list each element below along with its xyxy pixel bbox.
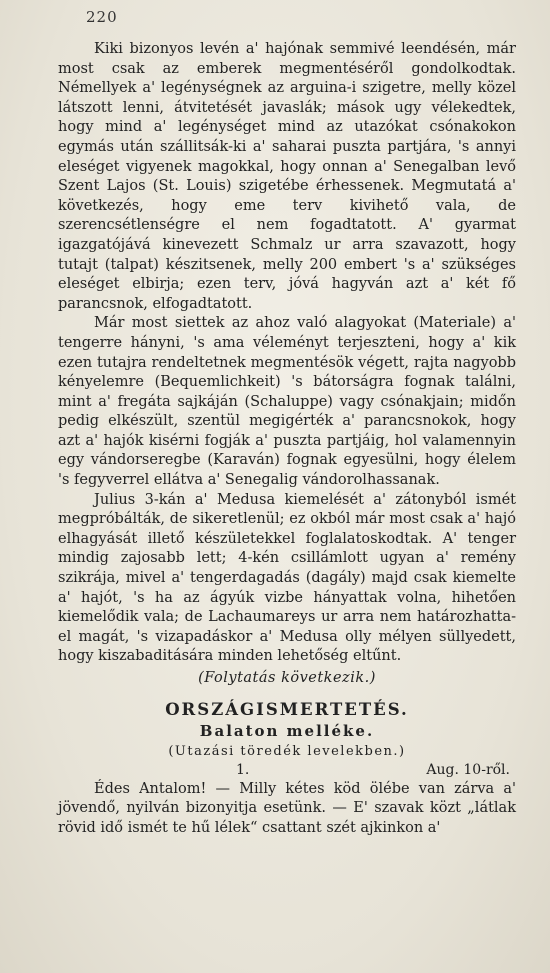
- paragraph-1: Kiki bizonyos levén a' hajónak semmivé leendésén, már most csak az emberek megmentéséről gondolkodtak. Némellyek a' legénységnek az arguina-i szigetre, melly közel látszott lenni, átvitetését javaslák; mások ugy vélekedtek, hogy mind a' legénységet mind az utazókat csónakokon egymás után szállitsák-ki a' saharai puszta partjára, 's annyi eleséget vigyenek magokkal, hogy onnan a' Senegalban levő Szent Lajos (St. Louis) szigetébe érhessenek. Megmutatá a' következés, hogy eme terv kivihető vala, de szerencsétlenségre el nem fogadtatott. A' gyarmat igazgatójává kinevezett Schmalz ur arra szavazott, hogy tutajt (talpat) készitsenek, melly 200 embert 's a' szükséges eleséget elbirja; ezen terv, jóvá hagyván azt a' két fő parancsnok, elfogadtatott.: [58, 41, 516, 312]
- section-title: ORSZÁGISMERTETÉS.: [165, 699, 409, 719]
- page-number: 220: [86, 8, 118, 26]
- paragraph-2: Már most siettek az ahoz való alagyokat (Materiale) a' tengerre hányni, 's ama véleményt terjeszteni, hogy a' kik ezen tutajra rendeltetnek megmentésök végett, rajta nagyobb kényelemre (Bequemlichkeit) 's bátorságra fognak találni, mint a' fregáta sajkáján (Schaluppe) vagy csónakjain; midőn pedig elkészült, szentül megigérték a' parancsnokok, hogy azt a' hajók kisérni fogják a' puszta partjáig, hol valamennyin egy vándorseregbe (Karaván) fognak egyesülni, hogy élelem 's fegyverrel ellátva a' Senegalig vándorolhassanak.: [58, 315, 516, 489]
- continuation-note: (Folytatás következik.): [198, 670, 376, 686]
- letter-date: Aug. 10-ről.: [426, 761, 510, 778]
- letter-header: [58, 761, 516, 780]
- paragraph-3: Julius 3-kán a' Medusa kiemelését a' zátonyból ismét megpróbálták, de sikeretlenül; ez okból már most csak a' hajó elhagyását illető készületekkel foglalatoskodtak. A' tenger mindig zajosabb lett; 4-kén csillámlott ugyan a' remény szikrája, mivel a' tengerdagadás (dagály) majd csak kiemelte a' hajót, 's ha az ágyúk vizbe hányattak volna, hihetően kiemelődik vala; de Lachaumareys ur arra nem határozhatta-el magát, 's vizapadáskor a' Medusa olly mélyen süllyedett, hogy kiszabaditására minden lehetőség eltűnt.: [58, 491, 516, 665]
- section-note: (Utazási töredék levelekben.): [168, 743, 406, 759]
- section-subtitle: Balaton melléke.: [199, 721, 375, 740]
- body-text: [58, 40, 516, 838]
- letter-number: 1.: [236, 761, 250, 778]
- letter-paragraph: Édes Antalom! — Milly kétes köd ölébe van zárva a' jövendő, nyilván bizonyitja esetünk. — E' szavak közt „látlak rövid idő ismét te hű lélek“ csattant szét ajkinkon a': [58, 780, 516, 836]
